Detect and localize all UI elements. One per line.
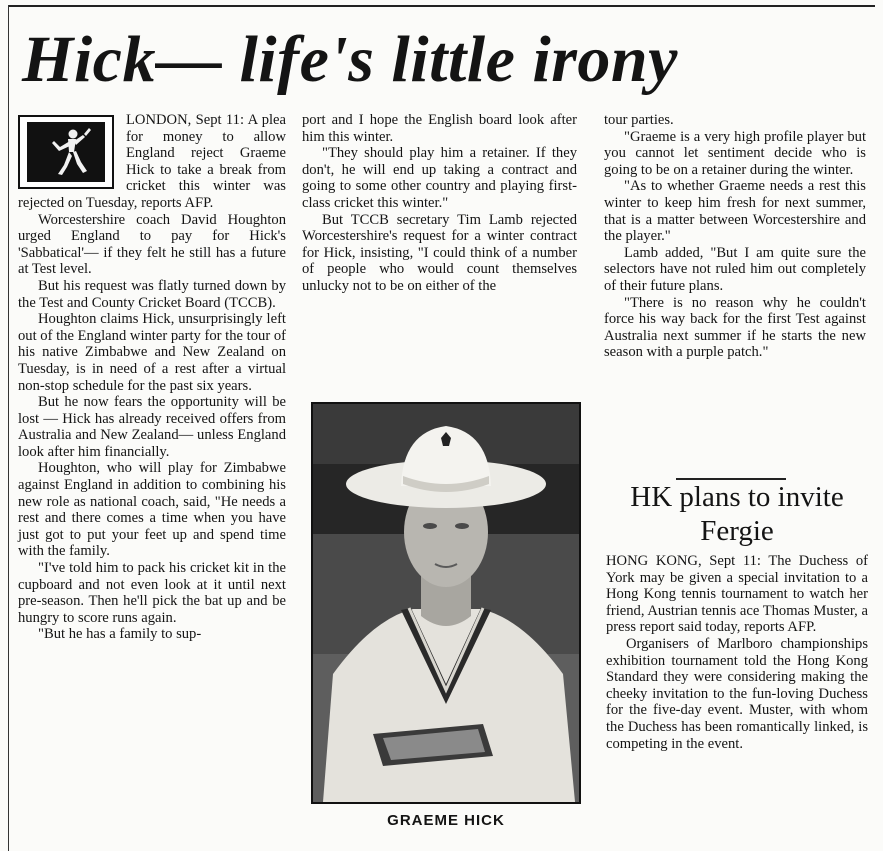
paragraph: "I've told him to pack his cricket kit in the cupboard and not even look at it until next pre-season. Then he'll pick the bat up and be hungry to score runs again. — [18, 560, 286, 626]
paragraph: Worcestershire coach David Houghton urged England to pay for Hick's 'Sabbatical'— if they felt he still has a future at Test level. — [18, 211, 286, 278]
top-rule — [8, 5, 875, 7]
paragraph: But his request was flatly turned down by the Test and County Cricket Board (TCCB). — [18, 277, 286, 311]
headline: Hick— life's little irony — [22, 23, 678, 96]
paragraph: tour parties. — [604, 112, 674, 128]
paragraph: Houghton claims Hick, unsurprisingly left out of the England winter party for the tour of his native Zimbabwe and New Zealand on Tuesday, is in need of a rest after a virtual non-stop schedule for the past six years. — [18, 311, 286, 394]
left-rule — [8, 5, 9, 851]
paragraph: Organisers of Marlboro championships exhibition tournament told the Hong Kong Standard they were considering making the cheeky invitation to the fun-loving Duchess for the five-day event. Muster, with whom the Duchess has been romantically linked, is competing in the event. — [606, 635, 868, 752]
paragraph: "As to whether Graeme needs a rest this winter to keep him fresh for next summer, that is a matter between Worcestershire and the player." — [604, 178, 866, 245]
paragraph: Lamb added, "But I am quite sure the selectors have not ruled him out completely of their future plans. — [604, 244, 866, 294]
player-photo — [311, 402, 581, 804]
paragraph: port and I hope the English board look after him this winter. — [302, 112, 577, 145]
cricket-logo — [18, 115, 114, 189]
paragraph: "Graeme is a very high profile player but you cannot let sentiment decide who is going to be on a retainer during the winter. — [604, 128, 866, 178]
photo-caption: GRAEME HICK — [387, 812, 505, 829]
paragraph: "But he has a family to sup- — [38, 626, 202, 643]
article-column-3 — [604, 112, 866, 361]
paragraph: "They should play him a retainer. If they don't, he will end up taking a contract and going to some other country and playing first-class cricket this winter." — [302, 145, 577, 211]
paragraph: HONG KONG, Sept 11: The Duchess of York may be given a special invitation to a Hong Kong tennis tournament to watch her friend, Austrian tennis ace Thomas Muster, a press report said today, reports AFP. — [606, 553, 868, 636]
paragraph: But TCCB secretary Tim Lamb rejected Worcestershire's request for a winter contract for Hick, insisting, "I could think of a number of people who would count themselves unlucky not to be on either of the — [302, 211, 577, 294]
article-column-1 — [18, 112, 286, 643]
paragraph: But he now fears the opportunity will be lost — Hick has already received offers from Australia and New Zealand— unless England look after him financially. — [18, 394, 286, 460]
sidebar-story — [606, 553, 868, 752]
paragraph: "There is no reason why he couldn't force his way back for the first Test against Australia next summer if he starts the new season with a purple patch." — [604, 294, 866, 361]
article-column-2 — [302, 112, 577, 295]
cricket-batsman-icon — [36, 125, 96, 179]
sidebar-headline: HK plans to invite Fergie — [630, 481, 844, 547]
paragraph: LONDON, Sept 11: A plea for money to allow England reject Graeme Hick to take a break from cricket this winter was rejected on Tuesday, reports AFP. — [18, 112, 286, 211]
paragraph: Houghton, who will play for Zimbabwe against England in addition to combining his new role as national coach, said, "He needs a rest and there comes a time when you have just got to put your feet up and spend time with the family. — [18, 460, 286, 560]
